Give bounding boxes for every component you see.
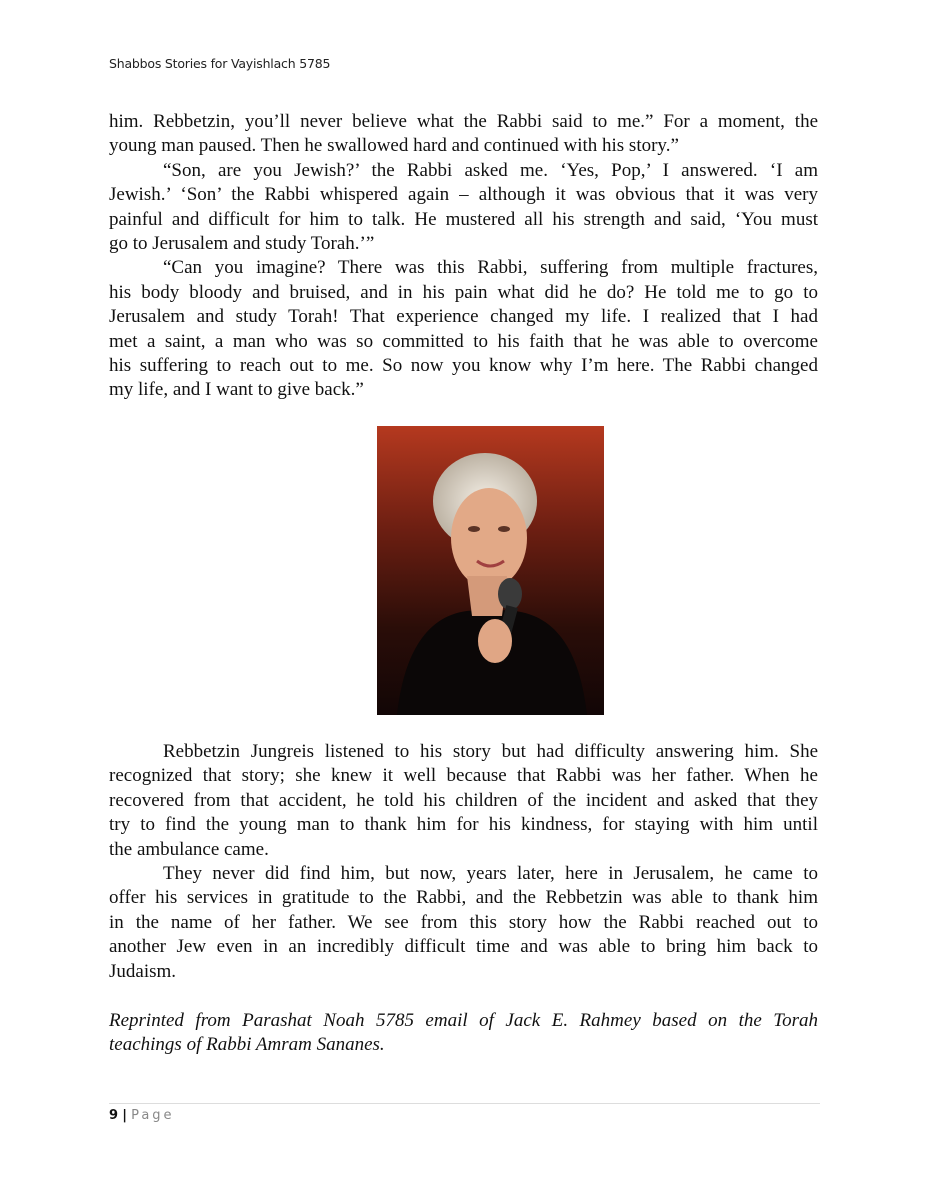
- page-number: 9: [109, 1108, 119, 1123]
- story-text-top: [109, 110, 818, 403]
- text-line: another Jew even in an incredibly difficult time and was able to bring him back to: [109, 936, 818, 958]
- text-line: offer his services in gratitude to the Rabbi, and the Rebbetzin was able to thank him: [109, 887, 818, 909]
- text-line: Rebbetzin Jungreis listened to his story but had difficulty answering him. She: [163, 741, 818, 762]
- page-label: Page: [131, 1108, 175, 1123]
- text-line: painful and difficult for him to talk. He mustered all his strength and said, ‘You must: [109, 208, 818, 230]
- page-separator: |: [122, 1108, 127, 1123]
- text-line: recovered from that accident, he told his children of the incident and asked that they: [109, 789, 818, 811]
- portrait-photo: [377, 426, 604, 715]
- page-footer: [109, 1108, 175, 1123]
- text-line: my life, and I want to give back.”: [109, 379, 364, 401]
- text-line: in the name of her father. We see from this story how the Rabbi reached out to: [109, 911, 818, 933]
- text-line: his body bloody and bruised, and in his pain what did he do? He told me to go to: [109, 281, 818, 303]
- footer-divider: [109, 1103, 820, 1104]
- text-line: They never did find him, but now, years later, here in Jerusalem, he came to: [163, 862, 818, 884]
- text-line: Jewish.’ ‘Son’ the Rabbi whispered again – although it was obvious that it was very: [109, 184, 818, 206]
- text-line: “Can you imagine? There was this Rabbi, suffering from multiple fractures,: [163, 257, 818, 279]
- text-line: him. Rebbetzin, you’ll never believe what the Rabbi said to me.” For a moment, the: [109, 111, 818, 132]
- text-line: go to Jerusalem and study Torah.’”: [109, 232, 375, 254]
- credit-line: Reprinted from Parashat Noah 5785 email of Jack E. Rahmey based on the Torah: [109, 1010, 818, 1031]
- text-line: his suffering to reach out to me. So now you know why I’m here. The Rabbi changed: [109, 354, 818, 376]
- text-line: “Son, are you Jewish?’ the Rabbi asked me. ‘Yes, Pop,’ I answered. ‘I am: [163, 159, 818, 181]
- text-line: young man paused. Then he swallowed hard and continued with his story.”: [109, 135, 679, 157]
- running-header: Shabbos Stories for Vayishlach 5785: [109, 56, 331, 71]
- reprint-credit: [109, 1009, 818, 1058]
- text-line: Jerusalem and study Torah! That experience changed my life. I realized that I had: [109, 306, 818, 328]
- portrait-image: [377, 426, 604, 715]
- credit-line: teachings of Rabbi Amram Sananes.: [109, 1034, 385, 1056]
- text-line: met a saint, a man who was so committed to his faith that he was able to overcome: [109, 330, 818, 352]
- text-line: recognized that story; she knew it well because that Rabbi was her father. When he: [109, 765, 818, 787]
- text-line: try to find the young man to thank him for his kindness, for staying with him until: [109, 814, 818, 836]
- text-line: Judaism.: [109, 960, 177, 982]
- story-text-bottom: [109, 740, 818, 984]
- text-line: the ambulance came.: [109, 838, 269, 860]
